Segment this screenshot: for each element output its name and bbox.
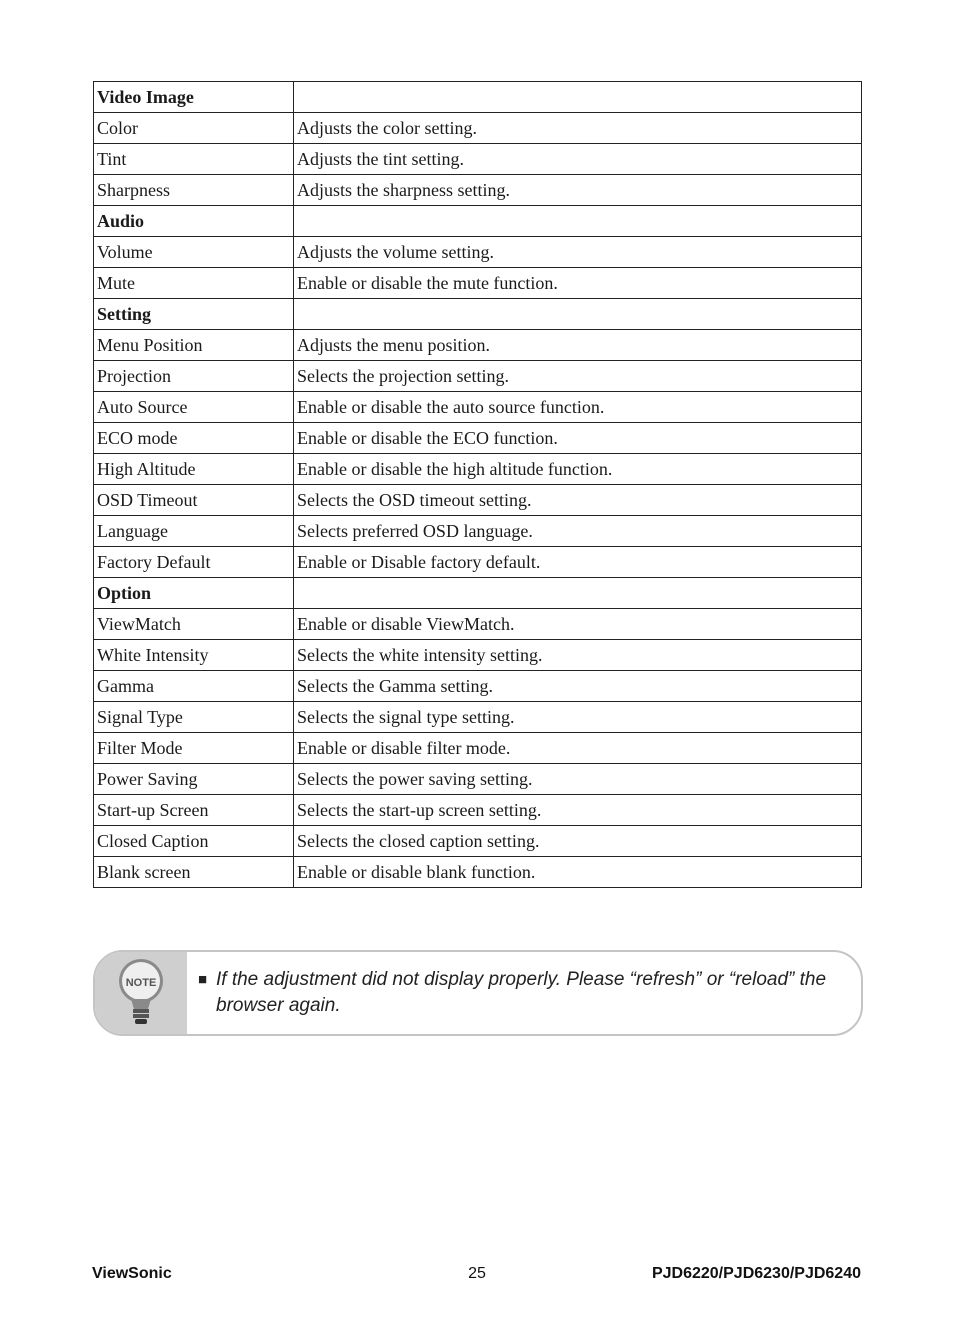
setting-description: Adjusts the menu position.: [294, 330, 862, 361]
table-row: [94, 516, 862, 547]
table-row: [94, 237, 862, 268]
setting-description: [294, 206, 862, 237]
setting-description: Selects the power saving setting.: [294, 764, 862, 795]
section-header-row: [94, 82, 862, 113]
section-header-row: [94, 578, 862, 609]
setting-description: Selects the white intensity setting.: [294, 640, 862, 671]
table-row: [94, 640, 862, 671]
setting-name: Power Saving: [94, 764, 294, 795]
table-row: [94, 826, 862, 857]
section-title: Option: [94, 578, 294, 609]
table-row: [94, 454, 862, 485]
table-row: [94, 609, 862, 640]
setting-description: Adjusts the color setting.: [294, 113, 862, 144]
setting-name: Start-up Screen: [94, 795, 294, 826]
setting-name: Tint: [94, 144, 294, 175]
setting-name: White Intensity: [94, 640, 294, 671]
setting-name: Sharpness: [94, 175, 294, 206]
setting-name: Language: [94, 516, 294, 547]
setting-description: Enable or disable the high altitude function.: [294, 454, 862, 485]
settings-table: [93, 81, 862, 888]
setting-name: Menu Position: [94, 330, 294, 361]
table-row: [94, 671, 862, 702]
table-row: [94, 144, 862, 175]
table-row: [94, 392, 862, 423]
table-row: [94, 795, 862, 826]
table-row: [94, 113, 862, 144]
setting-description: Selects the Gamma setting.: [294, 671, 862, 702]
setting-name: Blank screen: [94, 857, 294, 888]
note-box: [93, 950, 863, 1036]
setting-description: Selects the start-up screen setting.: [294, 795, 862, 826]
table-row: [94, 423, 862, 454]
table-row: [94, 361, 862, 392]
note-body: If the adjustment did not display properly. Please “refresh” or “reload” the browser again.: [216, 969, 827, 1016]
setting-description: Enable or disable the auto source function.: [294, 392, 862, 423]
setting-description: Adjusts the sharpness setting.: [294, 175, 862, 206]
setting-name: Volume: [94, 237, 294, 268]
setting-description: Enable or disable the ECO function.: [294, 423, 862, 454]
setting-name: ECO mode: [94, 423, 294, 454]
setting-name: Mute: [94, 268, 294, 299]
table-row: [94, 764, 862, 795]
note-text: [198, 967, 838, 1019]
setting-name: Gamma: [94, 671, 294, 702]
table-row: [94, 268, 862, 299]
table-row: [94, 175, 862, 206]
table-row: [94, 733, 862, 764]
note-icon-label: NOTE: [125, 977, 157, 989]
setting-name: OSD Timeout: [94, 485, 294, 516]
section-title: Audio: [94, 206, 294, 237]
setting-name: Closed Caption: [94, 826, 294, 857]
setting-name: Signal Type: [94, 702, 294, 733]
setting-description: Enable or disable the mute function.: [294, 268, 862, 299]
footer-models: PJD6220/PJD6230/PJD6240: [651, 1265, 861, 1282]
setting-name: ViewMatch: [94, 609, 294, 640]
section-title: Video Image: [94, 82, 294, 113]
setting-description: Adjusts the tint setting.: [294, 144, 862, 175]
setting-description: Enable or disable blank function.: [294, 857, 862, 888]
setting-description: Selects preferred OSD language.: [294, 516, 862, 547]
note-bullet: ■: [198, 971, 208, 988]
table-row: [94, 485, 862, 516]
section-header-row: [94, 206, 862, 237]
settings-table-body: [94, 82, 862, 888]
setting-description: [294, 299, 862, 330]
table-row: [94, 702, 862, 733]
note-tab: [95, 952, 187, 1034]
note-lightbulb-icon: [117, 957, 165, 1031]
setting-description: Enable or disable ViewMatch.: [294, 609, 862, 640]
setting-description: [294, 82, 862, 113]
setting-name: Projection: [94, 361, 294, 392]
setting-name: Color: [94, 113, 294, 144]
setting-description: Selects the signal type setting.: [294, 702, 862, 733]
table-row: [94, 857, 862, 888]
section-header-row: [94, 299, 862, 330]
setting-description: Selects the projection setting.: [294, 361, 862, 392]
setting-description: Selects the closed caption setting.: [294, 826, 862, 857]
setting-description: Adjusts the volume setting.: [294, 237, 862, 268]
setting-name: Auto Source: [94, 392, 294, 423]
setting-name: Filter Mode: [94, 733, 294, 764]
setting-name: High Altitude: [94, 454, 294, 485]
setting-description: Enable or Disable factory default.: [294, 547, 862, 578]
section-title: Setting: [94, 299, 294, 330]
setting-description: [294, 578, 862, 609]
footer-brand: ViewSonic: [92, 1265, 172, 1282]
footer-page-number: 25: [468, 1265, 486, 1282]
setting-description: Enable or disable filter mode.: [294, 733, 862, 764]
table-row: [94, 547, 862, 578]
setting-description: Selects the OSD timeout setting.: [294, 485, 862, 516]
table-row: [94, 330, 862, 361]
setting-name: Factory Default: [94, 547, 294, 578]
